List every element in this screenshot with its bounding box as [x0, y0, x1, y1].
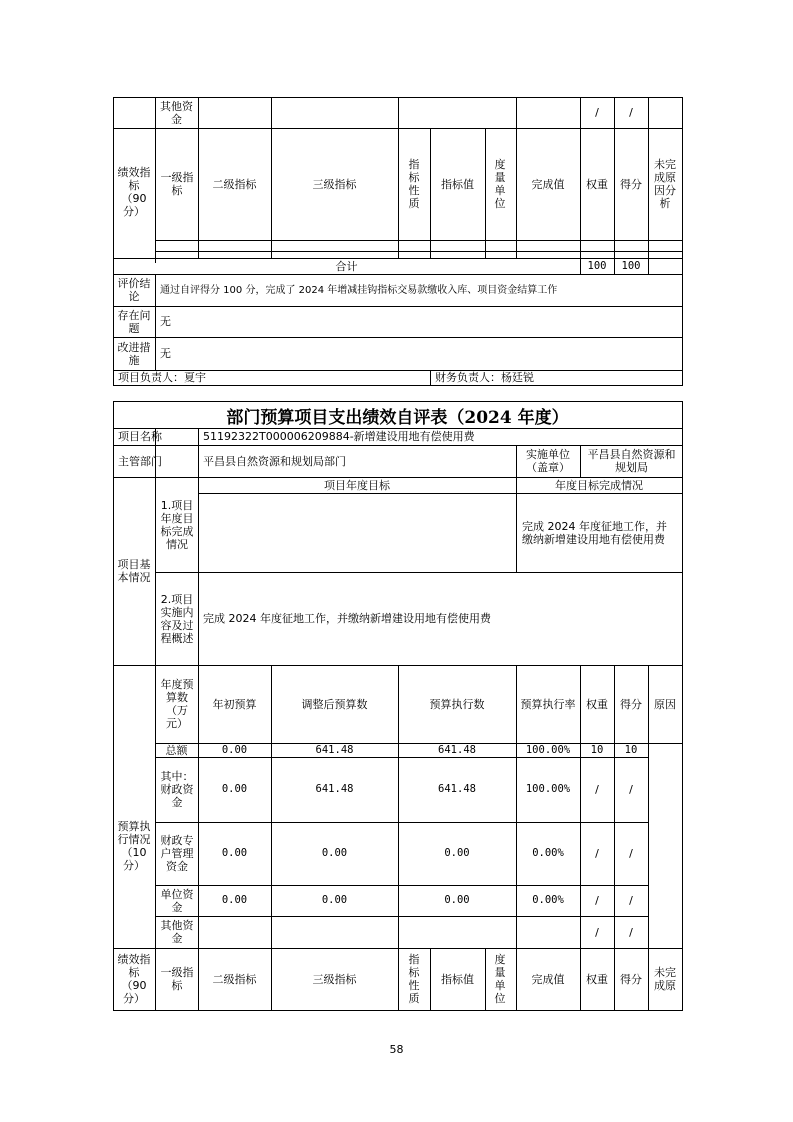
budget-row-initial: 0.00	[221, 847, 248, 859]
other-funds-score: /	[629, 106, 633, 119]
budget-header-score: 得分	[620, 697, 642, 711]
budget-row-executed: 0.00	[444, 894, 470, 906]
budget-header-annual: 年度预算数（万元）	[160, 678, 194, 730]
perf-section-label: 绩效指标（90分）	[117, 166, 151, 218]
project-name-label: 项目名称	[118, 430, 162, 443]
budget-row-label: 其他资金	[160, 919, 194, 945]
budget-row-executed: 0.00	[444, 847, 470, 859]
perf-header-level1-2: 一级指标	[160, 966, 194, 992]
annual-goal-label: 1.项目年度目标完成情况	[160, 498, 194, 551]
project-lead: 项目负责人：夏宇	[118, 371, 206, 384]
impl-content-text: 完成 2024 年度征地工作，并缴纳新增建设用地有偿使用费	[203, 612, 491, 625]
total-weight: 100	[587, 259, 607, 272]
budget-row-rate: 100.00%	[525, 743, 571, 756]
budget-header-executed: 预算执行数	[429, 697, 485, 711]
perf-header-nature-2: 指标性质	[408, 953, 420, 1005]
budget-row-executed: 641.48	[438, 743, 476, 756]
budget-header-adjusted: 调整后预算数	[301, 697, 368, 711]
perf-header-unit: 度量单位	[494, 158, 506, 210]
budget-row-weight: /	[595, 925, 599, 939]
budget-row-rate: 0.00%	[532, 847, 564, 859]
perf-header-score-2: 得分	[620, 972, 642, 986]
finance-lead: 财务负责人：杨廷锐	[435, 371, 534, 384]
perf-header-reason-2: 未完成原	[654, 966, 676, 992]
budget-row-adjusted: 641.48	[315, 743, 354, 756]
budget-section-label: 预算执行情况（10分）	[117, 819, 151, 872]
budget-header-rate: 预算执行率	[520, 697, 576, 711]
budget-header-reason: 原因	[654, 697, 676, 711]
budget-row-weight: /	[595, 783, 599, 796]
budget-row-initial: 0.00	[221, 743, 248, 756]
budget-row-adjusted: 641.48	[315, 783, 354, 795]
project-name: 51192322T000006209884-新增建设用地有偿使用费	[203, 430, 475, 443]
goal-completion-text: 完成 2024 年度征地工作，并缴纳新增建设用地有偿使用费	[522, 519, 667, 546]
perf-header-weight-2: 权重	[586, 972, 608, 986]
budget-row-score: /	[629, 847, 633, 860]
budget-row-initial: 0.00	[221, 894, 248, 906]
budget-row-adjusted: 0.00	[321, 847, 348, 859]
perf-header-unit-2: 度量单位	[494, 953, 506, 1005]
impl-content-label: 2.项目实施内容及过程概述	[160, 592, 194, 645]
perf-header-weight: 权重	[586, 177, 608, 191]
budget-row-weight: /	[595, 847, 599, 860]
perf-header-value-2: 指标值	[441, 972, 474, 986]
perf-header-completed-2: 完成值	[531, 972, 565, 986]
perf-header-completed: 完成值	[531, 177, 565, 191]
impl-unit: 平昌县自然资源和规划局	[587, 448, 676, 474]
budget-row-label: 总额	[165, 743, 188, 757]
perf-header-level2: 二级指标	[212, 177, 257, 191]
other-funds-label: 其他资金	[160, 99, 193, 126]
budget-row-score: /	[629, 783, 633, 796]
budget-row-weight: /	[595, 894, 599, 907]
perf-header-level3: 三级指标	[312, 177, 357, 191]
perf-header-value: 指标值	[441, 177, 474, 191]
budget-row-score: /	[629, 894, 633, 907]
annual-goal-header: 项目年度目标	[324, 478, 390, 492]
perf-section-label-2: 绩效指标（90分）	[117, 953, 151, 1005]
budget-row-score: /	[629, 925, 633, 939]
annual-goal-text	[198, 493, 516, 572]
basic-info-label: 项目基本情况	[117, 558, 151, 584]
impl-unit-label: 实施单位（盖章）	[526, 448, 570, 474]
issues-text: 无	[160, 315, 171, 328]
budget-row-rate: 100.00%	[525, 783, 571, 795]
perf-header-score: 得分	[620, 177, 642, 191]
perf-header-nature: 指标性质	[408, 158, 420, 210]
perf-header-level2-2: 二级指标	[212, 972, 257, 986]
improve-label: 改进措施	[117, 340, 151, 367]
eval-label: 评价结论	[117, 277, 151, 303]
issues-label: 存在问题	[117, 308, 151, 335]
budget-row-executed: 641.48	[438, 783, 476, 795]
budget-row-label: 财政专户管理资金	[160, 834, 194, 873]
budget-header-weight: 权重	[586, 697, 608, 711]
total-score: 100	[621, 259, 641, 272]
budget-header-initial: 年初预算	[212, 697, 257, 711]
improve-text: 无	[160, 347, 171, 360]
budget-row-initial: 0.00	[221, 783, 248, 795]
budget-row-adjusted: 0.00	[321, 894, 348, 906]
perf-header-level3-2: 三级指标	[312, 972, 357, 986]
budget-row-score: 10	[624, 743, 638, 756]
eval-text: 通过自评得分 100 分，完成了 2024 年增减挂钩指标交易款缴收入库、项目资金结算工作	[160, 284, 558, 296]
budget-row-label: 其中：财政资金	[160, 770, 194, 809]
total-label: 合计	[335, 259, 358, 273]
dept-label: 主管部门	[118, 454, 162, 468]
perf-header-level1: 一级指标	[160, 171, 194, 197]
budget-row-weight: 10	[590, 743, 604, 756]
dept-name: 平昌县自然资源和规划局部门	[203, 454, 346, 468]
goal-completion-header: 年度目标完成情况	[555, 478, 643, 492]
form-title: 部门预算项目支出绩效自评表（2024 年度）	[226, 407, 569, 428]
other-funds-weight: /	[595, 106, 599, 119]
page-number: 58	[389, 1043, 404, 1056]
perf-header-reason: 未完成原因分析	[654, 158, 676, 210]
budget-row-label: 单位资金	[160, 887, 194, 914]
budget-row-rate: 0.00%	[532, 894, 564, 906]
